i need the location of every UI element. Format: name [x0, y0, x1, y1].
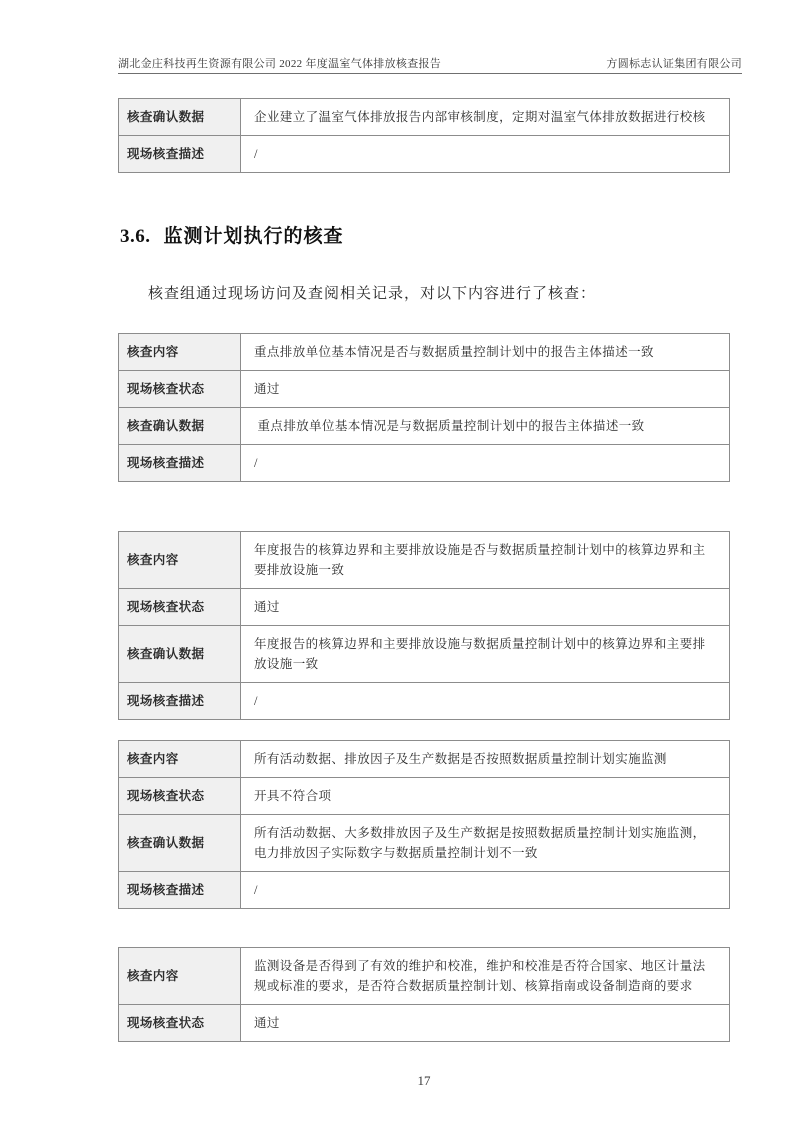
table-row — [119, 778, 730, 815]
row-value: 年度报告的核算边界和主要排放设施是否与数据质量控制计划中的核算边界和主要排放设施一致 — [241, 532, 730, 589]
row-value: 监测设备是否得到了有效的维护和校准，维护和校准是否符合国家、地区计量法规或标准的要求，是否符合数据质量控制计划、核算指南或设备制造商的要求 — [241, 948, 730, 1005]
page-header — [118, 58, 742, 74]
row-label: 现场核查描述 — [119, 136, 241, 173]
row-value: / — [241, 683, 730, 720]
table-row — [119, 334, 730, 371]
row-value: / — [241, 872, 730, 909]
row-label: 现场核查描述 — [119, 445, 241, 482]
row-value: 所有活动数据、排放因子及生产数据是否按照数据质量控制计划实施监测 — [241, 741, 730, 778]
row-label: 现场核查状态 — [119, 371, 241, 408]
row-value: 通过 — [241, 1005, 730, 1042]
table-row — [119, 683, 730, 720]
table-row — [119, 136, 730, 173]
table-row — [119, 1005, 730, 1042]
header-left-text: 湖北金庄科技再生资源有限公司 2022 年度温室气体排放核查报告 — [118, 58, 442, 70]
row-value: / — [241, 445, 730, 482]
table-row — [119, 948, 730, 1005]
table-row — [119, 626, 730, 683]
row-label: 核查内容 — [119, 334, 241, 371]
table-row — [119, 532, 730, 589]
verification-table-reporting-entity — [118, 333, 730, 482]
row-value: 重点排放单位基本情况是否与数据质量控制计划中的报告主体描述一致 — [241, 334, 730, 371]
header-right-text: 方圆标志认证集团有限公司 — [606, 58, 742, 70]
section-title: 监测计划执行的核查 — [163, 226, 344, 247]
row-label: 核查确认数据 — [119, 626, 241, 683]
page-content — [118, 98, 730, 1042]
table-row — [119, 815, 730, 872]
row-label: 现场核查状态 — [119, 1005, 241, 1042]
verification-table-monitoring-equipment — [118, 947, 730, 1042]
row-value: 企业建立了温室气体排放报告内部审核制度，定期对温室气体排放数据进行校核 — [241, 99, 730, 136]
row-label: 核查内容 — [119, 741, 241, 778]
row-label: 核查内容 — [119, 948, 241, 1005]
page-number: 17 — [417, 1073, 431, 1088]
row-value: 开具不符合项 — [241, 778, 730, 815]
section-heading — [120, 223, 730, 250]
row-label: 现场核查状态 — [119, 778, 241, 815]
intro-paragraph: 核查组通过现场访问及查阅相关记录，对以下内容进行了核查： — [148, 286, 597, 302]
verification-table-activity-data — [118, 740, 730, 909]
section-number: 3.6. — [120, 226, 151, 247]
table-row — [119, 872, 730, 909]
table-row — [119, 408, 730, 445]
table-row — [119, 99, 730, 136]
row-value: 年度报告的核算边界和主要排放设施与数据质量控制计划中的核算边界和主要排放设施一致 — [241, 626, 730, 683]
row-value: 所有活动数据、大多数排放因子及生产数据是按照数据质量控制计划实施监测，电力排放因子实际数字与数据质量控制计划不一致 — [241, 815, 730, 872]
table-row — [119, 371, 730, 408]
verification-table-accounting-boundary — [118, 531, 730, 720]
row-label: 核查确认数据 — [119, 815, 241, 872]
row-label: 现场核查描述 — [119, 683, 241, 720]
table-row — [119, 741, 730, 778]
row-label: 核查内容 — [119, 532, 241, 589]
row-label: 现场核查状态 — [119, 589, 241, 626]
row-label: 核查确认数据 — [119, 408, 241, 445]
table-row — [119, 589, 730, 626]
row-value: 重点排放单位基本情况是与数据质量控制计划中的报告主体描述一致 — [241, 408, 730, 445]
table-row — [119, 445, 730, 482]
row-value: 通过 — [241, 589, 730, 626]
row-label: 现场核查描述 — [119, 872, 241, 909]
row-value: 通过 — [241, 371, 730, 408]
row-label: 核查确认数据 — [119, 99, 241, 136]
row-value: / — [241, 136, 730, 173]
verification-table-internal-audit — [118, 98, 730, 173]
